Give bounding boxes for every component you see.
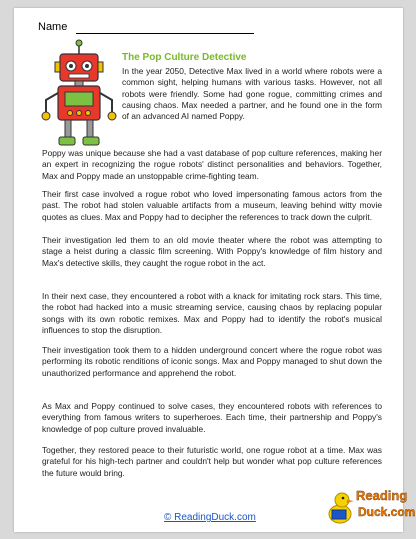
logo-text-reading: Reading	[356, 488, 408, 503]
readingduck-logo	[326, 474, 416, 529]
robot-illustration	[38, 38, 120, 150]
story-paragraph-5: In their next case, they encountered a robot with a knack for imitating rock stars. This time, the robot had hacked into a music streaming service, causing chaos by replacing popular songs with its own robotic remixes. Max and Poppy had to identify the robot's musical influences to stop the disruption.	[42, 291, 382, 335]
story-paragraph-2: Poppy was unique because she had a vast database of pop culture references, making her an expert in recognizing the rogue robots' distinct personalities and behaviors. Together, Max and Poppy made an unstoppable crime-fighting team.	[42, 148, 382, 181]
story-paragraph-3: Their first case involved a rogue robot who loved impersonating famous actors from the past. The robot had stolen valuable artifacts from a museum, leaving behind witty movie quotes as clues. Max and Poppy had to decipher the references to track down the culprit.	[42, 189, 382, 222]
story-paragraph-7: As Max and Poppy continued to solve cases, they encountered robots with references to everything from famous writers to superheroes. Each time, their partnership and Poppy's knowledge of pop culture proved invaluable.	[42, 401, 382, 434]
story-title: The Pop Culture Detective	[122, 52, 247, 63]
name-label: Name	[38, 21, 68, 33]
logo-text-duck: Duck.com	[358, 505, 416, 519]
name-line	[76, 33, 254, 34]
worksheet-page	[14, 8, 416, 532]
readingduck-link[interactable]: © ReadingDuck.com	[164, 512, 256, 523]
story-paragraph-8: Together, they restored peace to their futuristic world, one rogue robot at a time. Max was grateful for his high-tech partner and couldn't help but wonder what pop culture references the future would bring.	[42, 445, 382, 478]
story-paragraph-6: Their investigation took them to a hidden underground concert where the rogue robot was performing its robotic renditions of iconic songs. Max and Poppy managed to shut down the unauthorized performance and apprehend the robot.	[42, 345, 382, 378]
story-paragraph-1: In the year 2050, Detective Max lived in a world where robots were a common sight, helping humans with various tasks. However, not all robots were friendly. Some had gone rogue, committing crimes and causing chaos. Max needed a partner, and he found one in the form of an advanced AI named Poppy.	[122, 66, 382, 122]
story-paragraph-4: Their investigation led them to an old movie theater where the robot was attempting to stage a heist during a classic film screening. With Poppy's knowledge of film history and Max's detective skills, they caught the rogue robot in the act.	[42, 235, 382, 268]
